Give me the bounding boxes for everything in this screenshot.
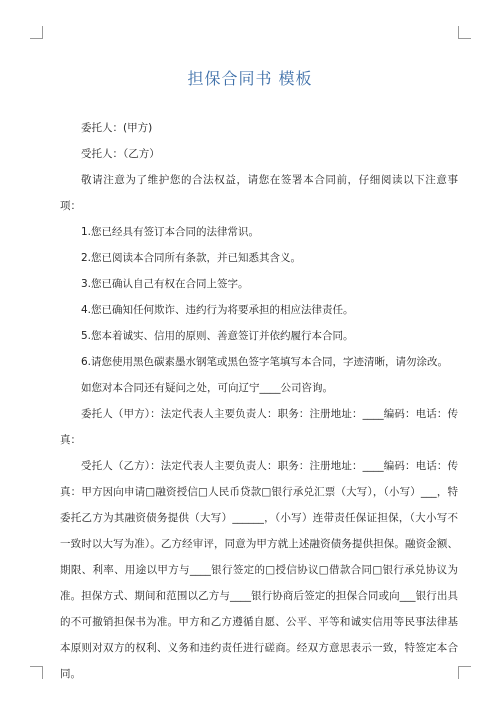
paragraph-trustee: 受托人：（乙方） [81, 148, 160, 160]
paragraph-principal-info: 委托人（甲方）：法定代表人主要负责人：职务：注册地址：____编码：电话：传真： [60, 408, 458, 446]
paragraph-inquiry: 如您对本合同还有疑问之处，可向辽宁____公司咨询。 [81, 382, 333, 394]
paragraph-item-4: 4.您已确知任何欺诈、违约行为将要承担的相应法律责任。 [81, 304, 354, 316]
paragraph-item-1: 1.您已经具有签订本合同的法律常识。 [81, 226, 260, 238]
crop-mark-bottom-left [30, 666, 43, 679]
document-body [60, 115, 458, 687]
paragraph-item-2: 2.您已阅读本合同所有条款，并已知悉其含义。 [81, 252, 302, 264]
paragraph-item-3: 3.您已确认自己有权在合同上签字。 [81, 278, 249, 290]
crop-mark-top-left [30, 26, 43, 39]
crop-mark-top-right [458, 26, 471, 39]
document-title: 担保合同书 模板 [187, 69, 313, 88]
paragraph-item-6: 6.请您使用黑色碳素墨水钢笔或黑色签字笔填写本合同，字迹清晰，请勿涂改。 [81, 356, 449, 368]
paragraph-principal: 委托人：(甲方) [81, 122, 153, 134]
crop-mark-bottom-right [458, 666, 471, 679]
paragraph-notice: 敬请注意为了维护您的合法权益，请您在签署本合同前，仔细阅读以下注意事项： [60, 174, 458, 212]
paragraph-item-5: 5.您本着诚实、信用的原则、善意签订并依约履行本合同。 [81, 330, 354, 342]
paragraph-trustee-info: 受托人（乙方）：法定代表人主要负责人：职务：注册地址：____编码：电话：传真：甲方因向申请□融资授信□人民币贷款□银行承兑汇票（大写），（小写）___，特委托乙方为其融资债务提供（大写）______，（小写）连带责任保证担保，（大小写不一致时以大写为准）。乙方经审评，同意为甲方就上述融资债务提供担保。融资金额、期限、利率、用途以甲方与____银行签定的□授信协议□借款合同□银行承兑协议为准。担保方式、期间和范围以乙方与____银行协商后签定的担保合同或向___银行出具的不可撤销担保书为准。甲方和乙方遵循自愿、公平、平等和诚实信用等民事法律基本原则对双方的权利、义务和违约责任进行磋商。经双方意思表示一致，特签定本合同。 [60, 460, 458, 680]
